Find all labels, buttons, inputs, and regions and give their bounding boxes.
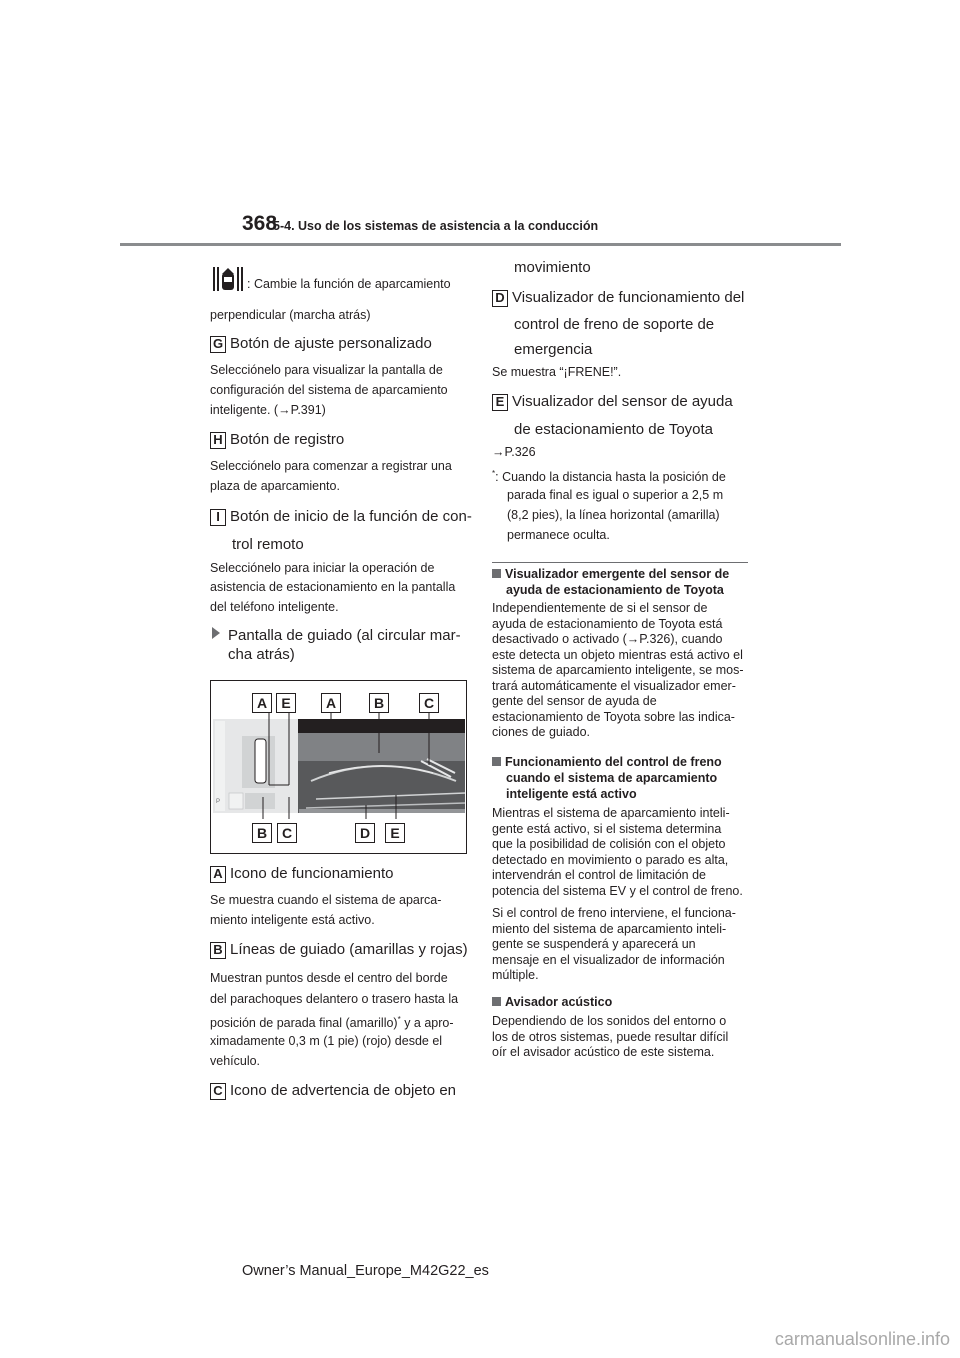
diagram-tag-d: D [355,823,375,843]
section-1-title-1 [492,567,729,583]
label-i: I [210,509,226,526]
s1-line: este detecta un objeto mientras está activo el [492,647,743,662]
footnote-mark: * [397,1015,401,1024]
s2-line: múltiple. [492,968,539,982]
section-2-title-2: cuando el sistema de aparcamiento [506,771,718,785]
guide-title-1: Pantalla de guiado (al circular mar- [228,627,461,644]
section-2-body-1 [492,806,752,899]
s1-line: gente del sensor de ayuda de [492,694,657,708]
item-b-heading [210,938,468,962]
intro-text-line1: : Cambie la función de aparcamiento [247,277,451,291]
footnote-line-4: permanece oculta. [507,528,610,542]
item-e-ref: →P.326 [492,445,536,459]
item-g-body-2: configuración del sistema de aparcamiento [210,383,448,397]
footnote-line-2: parada final es igual o superior a 2,5 m [507,488,724,502]
intro-text-line2: perpendicular (marcha atrás) [210,308,371,322]
section-2-title-text-1: Funcionamiento del control de freno [505,755,722,769]
diagram-tag-b-1: B [369,693,389,713]
diagram-tag-b-2: B [252,823,272,843]
item-c-continued: movimiento [514,259,591,276]
s2-line: gente está activo, si el sistema determina [492,821,722,836]
section-3-title [492,995,612,1011]
item-b-body-3 [210,1010,454,1033]
s2-line: potencia del sistema EV y el control de freno. [492,883,743,898]
item-a-body-1: Se muestra cuando el sistema de aparca- [210,893,442,907]
item-g-heading [210,332,432,356]
section-3-title-text: Avisador acústico [505,995,613,1009]
label-c: C [210,1083,226,1100]
item-a-heading [210,862,393,886]
s1-line: ayuda de estacionamiento de Toyota está [492,616,723,631]
item-d-title-1: Visualizador de funcionamiento del [512,289,745,306]
item-h-body-2: plaza de aparcamiento. [210,479,340,493]
section-1-body [492,601,752,741]
side-icon: P [216,799,221,805]
item-i-title-1: Botón de inicio de la función de con- [230,508,472,525]
item-g-body-1: Selecciónelo para visualizar la pantalla de [210,363,443,377]
chapter-title: 5-4. Uso de los sistemas de asistencia a la conducción [273,219,599,233]
page-number: 368 [242,212,278,235]
item-i-body-1: Selecciónelo para iniciar la operación de [210,561,435,575]
section-2-title-3: inteligente está activo [506,787,637,801]
guidance-screen-diagram [210,680,467,854]
item-b-body-3b: y a apro- [400,1016,454,1031]
square-bullet-icon [492,569,501,578]
s1-line: sistema de aparcamiento inteligente, se mos- [492,663,744,677]
s2-line: que la posibilidad de colisión con el objeto [492,837,726,851]
item-e-title-2: de estacionamiento de Toyota [514,421,714,438]
s1-line: trará automáticamente el visualizador emer- [492,678,736,693]
item-d-body: Se muestra “¡FRENE!”. [492,365,622,379]
guide-title-2: cha atrás) [228,646,295,663]
item-b-body-3a: posición de parada final (amarillo) [210,1016,398,1031]
item-g-body-3: inteligente. (→P.391) [210,403,326,417]
s2-line: intervendrán el control de limitación de [492,868,707,882]
square-bullet-icon [492,757,501,766]
s3-line: Dependiendo de los sonidos del entorno o [492,1014,727,1028]
label-b: B [210,942,226,959]
s2-line: Si el control de freno interviene, el funciona- [492,906,736,920]
s3-line: oír el avisador acústico de este sistema. [492,1045,715,1059]
item-c-title: Icono de advertencia de objeto en [230,1082,457,1099]
diagram-tag-a-2: A [321,693,341,713]
section-1-title-text-1: Visualizador emergente del sensor de [505,567,730,581]
item-a-body-2: miento inteligente está activo. [210,913,375,927]
item-a-title: Icono de funcionamiento [230,865,394,882]
s2-line: mensaje en el visualizador de información [492,952,725,967]
square-bullet-icon [492,997,501,1006]
diagram-tag-c-2: C [277,823,297,843]
footnote-line-1 [492,464,726,487]
s3-line: los de otros sistemas, puede resultar difícil [492,1029,729,1044]
section-3-body [492,1014,752,1061]
s1-line: ciones de guiado. [492,725,590,739]
item-b-body-1: Muestran puntos desde el centro del borde [210,971,448,985]
diagram-tag-c-1: C [419,693,439,713]
item-h-title: Botón de registro [230,431,345,448]
footer-text: Owner’s Manual_Europe_M42G22_es [242,1263,489,1279]
item-d-title-3: emergencia [514,341,593,358]
diagram-tag-e-1: E [276,693,296,713]
footnote-text-1: : Cuando la distancia hasta la posición de [495,470,726,485]
item-b-body-2: del parachoques delantero o trasero hasta la [210,992,459,1006]
section-2-title-1 [492,755,722,771]
label-e: E [492,394,508,411]
footnote-asterisk: * [492,469,496,478]
s1-line: Independientemente de si el sensor de [492,601,708,615]
item-i-body-3: del teléfono inteligente. [210,600,339,614]
item-b-body-5: vehículo. [210,1054,261,1068]
header-rule [120,243,841,246]
item-b-title: Líneas de guiado (amarillas y rojas) [230,941,468,958]
watermark[interactable]: carmanualsonline.info [774,1329,950,1349]
item-d-heading [492,286,744,310]
label-d: D [492,290,508,307]
section-divider [492,562,748,563]
s2-line: Mientras el sistema de aparcamiento inteli- [492,806,730,820]
item-g-title: Botón de ajuste personalizado [230,335,432,352]
s2-line: miento del sistema de aparcamiento inteli- [492,921,727,936]
footnote-line-3: (8,2 pies), la línea horizontal (amarilla) [507,508,720,522]
item-i-body-2: asistencia de estacionamiento en la pantalla [210,580,456,594]
triangle-bullet-icon [212,627,220,639]
item-e-heading [492,390,733,414]
item-i-title-2: trol remoto [232,536,304,553]
s2-line: detectado en movimiento o parado es alta, [492,852,729,867]
label-h: H [210,432,226,449]
s1-line: desactivado o activado (→P.326), cuando [492,632,723,646]
item-h-heading [210,428,344,452]
diagram-tag-a-1: A [252,693,272,713]
s1-line: estacionamiento de Toyota sobre las indica- [492,709,735,724]
item-h-body-1: Selecciónelo para comenzar a registrar una [210,459,452,473]
diagram-tag-e-2: E [385,823,405,843]
item-i-heading [210,505,472,529]
label-a: A [210,866,226,883]
perpendicular-parking-icon [212,265,244,293]
s2-line: gente se suspenderá y aparecerá un [492,937,696,951]
section-2-body-2 [492,906,752,984]
item-e-title-1: Visualizador del sensor de ayuda [512,393,733,410]
section-1-title-2: ayuda de estacionamiento de Toyota [506,583,724,597]
item-d-title-2: control de freno de soporte de [514,316,715,333]
label-g: G [210,336,226,353]
item-b-body-4: ximadamente 0,3 m (1 pie) (rojo) desde el [210,1034,443,1048]
item-c-heading [210,1079,456,1103]
